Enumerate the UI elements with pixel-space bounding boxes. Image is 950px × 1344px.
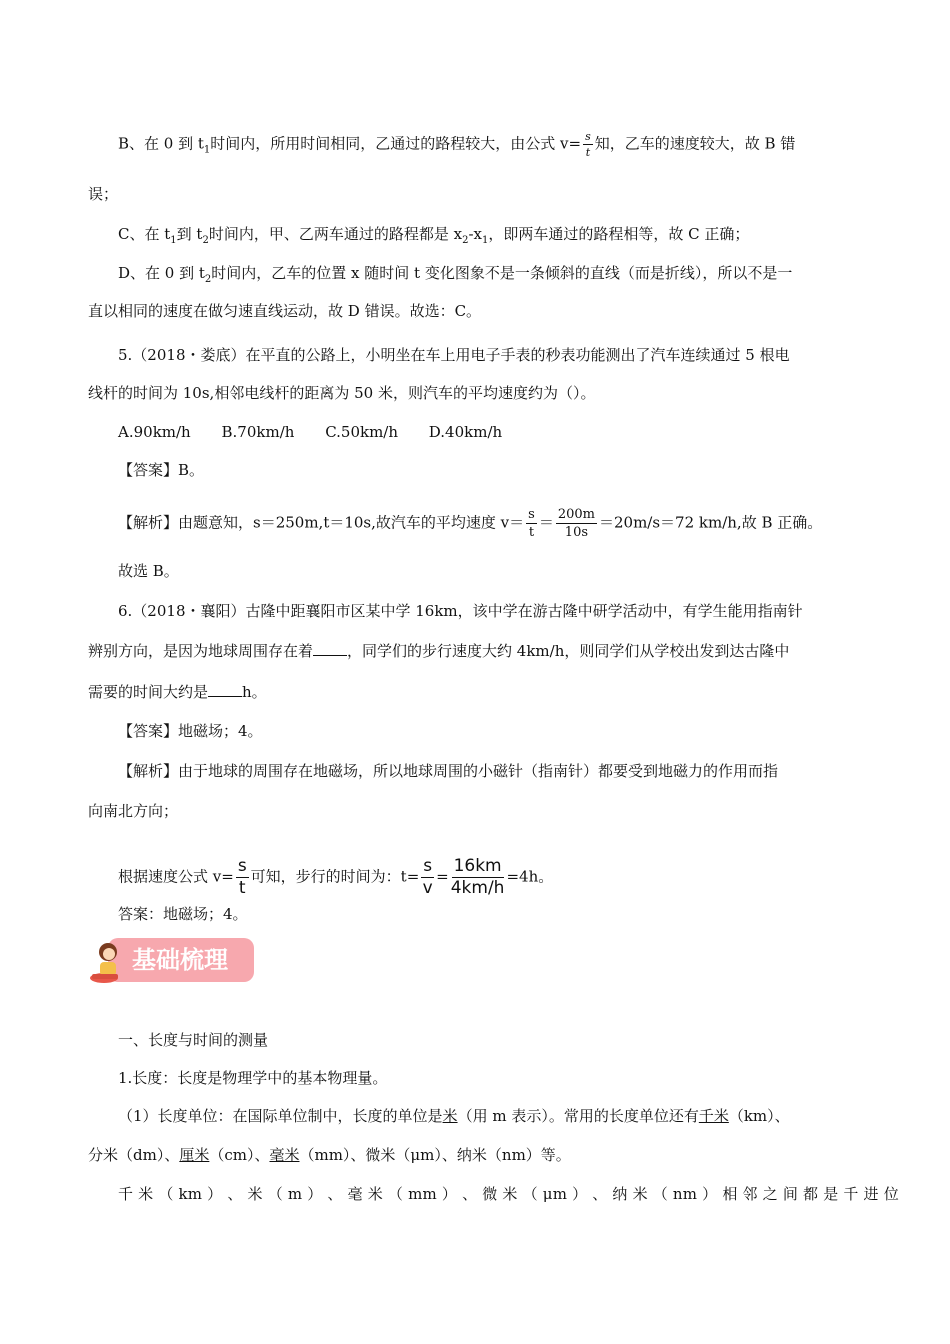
formula-200m-over-10s: $\frac{200m}{10s}$	[557, 507, 595, 540]
formula-s-over-t: $\frac{s}{t}$	[585, 130, 591, 159]
option-a: A.90km/h	[118, 423, 191, 441]
option-b: B.70km/h	[221, 423, 295, 441]
option-d: D.40km/h	[428, 423, 503, 441]
question-6-line3: 需要的时间大约是 h。	[88, 683, 267, 701]
formula-s-over-t: $\frac{s}{t}$	[237, 856, 247, 898]
badge-title: 基础梳理	[132, 946, 228, 974]
option-d-line2: 直以相同的速度在做匀速直线运动，故 D 错误。故选：C。	[88, 302, 482, 320]
question-5-line2: 线杆的时间为 10s,相邻电线杆的距离为 50 米，则汽车的平均速度约为（）。	[88, 384, 596, 402]
option-c-line: C、在 $t_1$到 $t_2$时间内，甲、乙两车通过的路程都是 $x_2-x_1$，即两车通过的路程相等，故 C 正确；	[118, 225, 750, 246]
section-badge	[88, 934, 256, 986]
length-conversion-line: 千 米 （ km ） 、 米 （ m ） 、 毫 米 （ mm ） 、 微 米 （ μm ） 、 纳 米 （ nm ） 相 邻 之 间 都 是 千 进 位	[118, 1185, 899, 1203]
girl-reading-icon	[90, 943, 118, 983]
option-d-line1: D、在 0 到 $t_2$时间内，乙车的位置 x 随时间 t 变化图象不是一条倾斜的直线（而是折线），所以不是一	[118, 264, 793, 285]
option-b-line1: B、在 0 到 $t_1$时间内，所用时间相同，乙通过的路程较大，由公式 v= $\frac{s}{t}$ 知，乙车的速度较大，故 B 错	[118, 130, 796, 159]
question-6-line2: 辨别方向，是因为地球周围存在着 ，同学们的步行速度大约 4km/h，则同学们从学校出发到达古隆中	[88, 642, 790, 660]
question-6-final-answer: 答案：地磁场；4。	[118, 905, 248, 923]
question-5-answer: 【答案】B。	[118, 461, 205, 479]
formula-s-over-t: $\frac{s}{t}$	[528, 507, 535, 540]
answer-blank	[208, 682, 242, 697]
question-5-line1: 5.（2018・娄底）在平直的公路上，小明坐在车上用电子手表的秒表功能测出了汽车连续通过 5 根电	[118, 346, 790, 364]
length-definition: 1.长度：长度是物理学中的基本物理量。	[118, 1069, 388, 1087]
length-units-line1: （1）长度单位：在国际单位制中，长度的单位是米（用 m 表示）。常用的长度单位还有千米（km）、	[118, 1107, 790, 1125]
formula-s-over-v: $\frac{s}{v}$	[422, 856, 433, 898]
question-5-choose: 故选 B。	[118, 562, 179, 580]
option-c: C.50km/h	[325, 423, 399, 441]
question-5-explanation: 【解析】由题意知，s＝250m,t＝10s,故汽车的平均速度 v＝ $\frac{s}{t}$ ＝ $\frac{200m}{10s}$ ＝20m/s＝72 km/h,故 B 正确。	[118, 507, 823, 540]
question-6-explanation-line1: 【解析】由于地球的周围存在地磁场，所以地球周围的小磁针（指南针）都要受到地磁力的作用而指	[118, 762, 779, 780]
question-6-line1: 6.（2018・襄阳）古隆中距襄阳市区某中学 16km，该中学在游古隆中研学活动中，有学生能用指南针	[118, 602, 803, 620]
badge-graphic	[88, 934, 256, 986]
question-6-explanation-line3: 根据速度公式 v= $\frac{s}{t}$ 可知，步行的时间为：t= $\frac{s}{v}$ = $\frac{16km}{4km/h}$ =4h。	[118, 856, 554, 898]
question-6-explanation-line2: 向南北方向；	[88, 802, 179, 820]
option-b-line2: 误；	[88, 185, 119, 203]
section-heading: 一、长度与时间的测量	[118, 1031, 269, 1049]
formula-16km-over-4kmh: $\frac{16km}{4km/h}$	[450, 856, 505, 898]
length-units-line2: 分米（dm）、厘米（cm）、毫米（mm）、微米（μm）、纳米（nm）等。	[88, 1146, 571, 1164]
question-5-options	[118, 422, 502, 442]
answer-blank	[313, 641, 347, 656]
question-6-answer: 【答案】地磁场；4。	[118, 722, 263, 740]
